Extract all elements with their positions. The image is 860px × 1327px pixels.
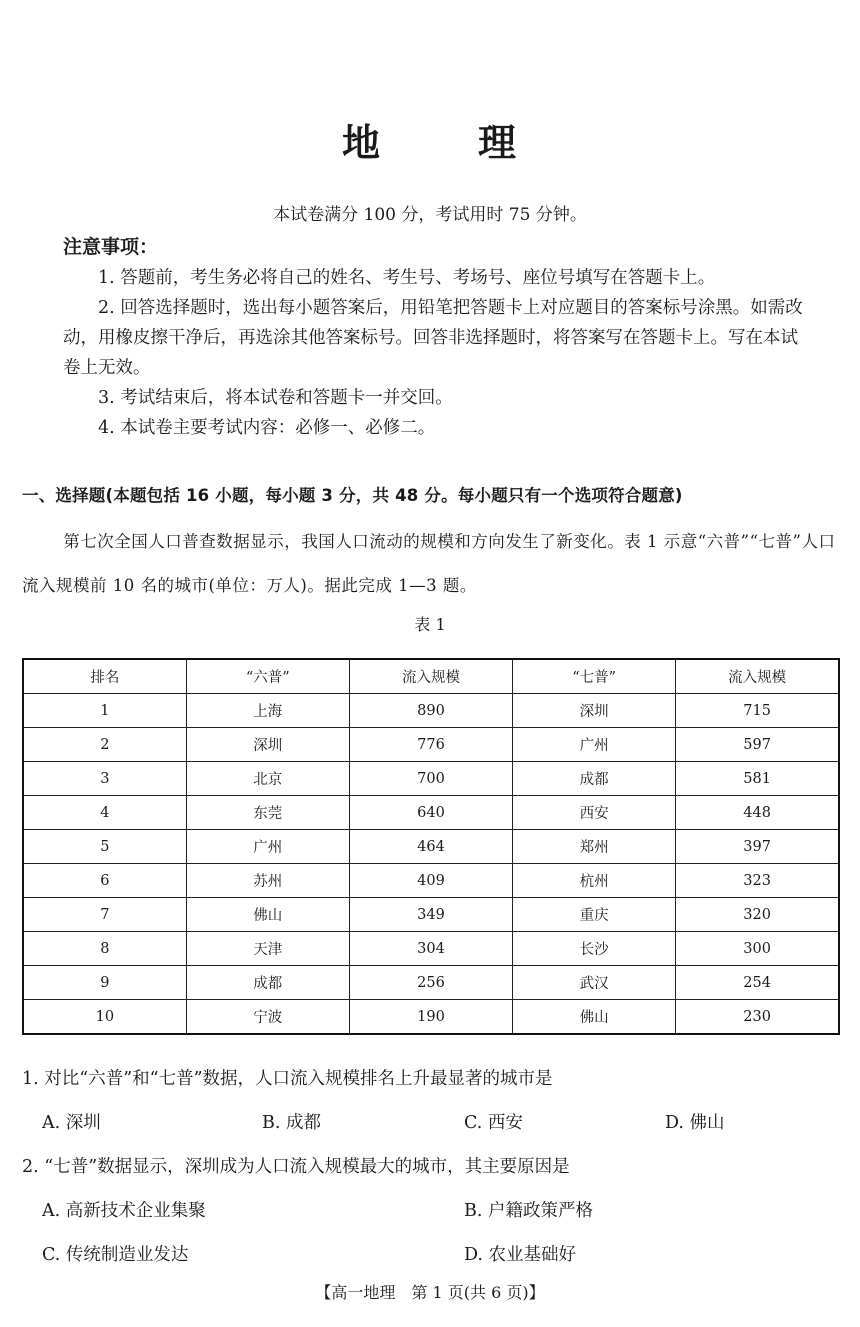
table-cell: 300 [676, 932, 839, 966]
title-char-1: 地 [341, 121, 382, 165]
table-cell: 7 [23, 898, 186, 932]
option-a: A. 高新技术企业集聚 [42, 1201, 206, 1221]
table-cell: 深圳 [186, 728, 349, 762]
table-cell: 323 [676, 864, 839, 898]
table-cell: 苏州 [186, 864, 349, 898]
table-row [23, 966, 839, 1000]
table-cell: 581 [676, 762, 839, 796]
passage-text: 第七次全国人口普查数据显示，我国人口流动的规模和方向发生了新变化。表 1 示意“六普”“七普”人口流入规模前 10 名的城市(单位：万人)。据此完成 1—3 题。 [22, 532, 836, 595]
table-cell: 409 [349, 864, 512, 898]
table-cell: 256 [349, 966, 512, 1000]
header-cell: 流入规模 [349, 659, 512, 694]
exam-info: 本试卷满分 100 分，考试用时 75 分钟。 [273, 205, 587, 225]
table-row [23, 932, 839, 966]
table-cell: 597 [676, 728, 839, 762]
notice-item: 3. 考试结束后，将本试卷和答题卡一并交回。 [98, 388, 453, 408]
table-cell: 佛山 [186, 898, 349, 932]
header-cell: 排名 [23, 659, 186, 694]
table-cell: 890 [349, 694, 512, 728]
table-cell: 715 [676, 694, 839, 728]
table-cell: 6 [23, 864, 186, 898]
table-row [23, 728, 839, 762]
table-cell: 宁波 [186, 1000, 349, 1035]
table-cell: 东莞 [186, 796, 349, 830]
table-cell: 深圳 [513, 694, 676, 728]
table-header-row [23, 659, 839, 694]
option-d: D. 佛山 [665, 1113, 725, 1133]
section-heading: 一、选择题(本题包括 16 小题，每小题 3 分，共 48 分。每小题只有一个选项符合题意) [22, 486, 683, 505]
table-caption: 表 1 [414, 615, 446, 634]
page-footer: 【高一地理 第 1 页(共 6 页)】 [315, 1283, 545, 1302]
table-cell: 190 [349, 1000, 512, 1035]
option-a: A. 深圳 [42, 1113, 101, 1133]
notice-item: 4. 本试卷主要考试内容：必修一、必修二。 [98, 418, 436, 438]
table-cell: 320 [676, 898, 839, 932]
table-cell: 成都 [513, 762, 676, 796]
title-char-2: 理 [478, 121, 519, 165]
table-cell: 4 [23, 796, 186, 830]
table-row [23, 1000, 839, 1035]
option-b: B. 户籍政策严格 [464, 1201, 593, 1221]
table-row [23, 796, 839, 830]
notice-item: 2. 回答选择题时，选出每小题答案后，用铅笔把答题卡上对应题目的答案标号涂黑。如需改动，用橡皮擦干净后，再选涂其他答案标号。回答非选择题时，将答案写在答题卡上。写在本试卷上无效。 [63, 298, 803, 378]
table-cell: 长沙 [513, 932, 676, 966]
notice-list [63, 263, 803, 443]
notice-item: 1. 答题前，考生务必将自己的姓名、考生号、考场号、座位号填写在答题卡上。 [98, 268, 716, 288]
table-cell: 397 [676, 830, 839, 864]
table-cell: 304 [349, 932, 512, 966]
table-cell: 9 [23, 966, 186, 1000]
table-cell: 郑州 [513, 830, 676, 864]
table-cell: 8 [23, 932, 186, 966]
notice-heading: 注意事项： [63, 236, 159, 258]
table-cell: 成都 [186, 966, 349, 1000]
table-cell: 230 [676, 1000, 839, 1035]
table-cell: 武汉 [513, 966, 676, 1000]
table-cell: 佛山 [513, 1000, 676, 1035]
header-cell: 流入规模 [676, 659, 839, 694]
table-row [23, 864, 839, 898]
question-2-stem: 2. “七普”数据显示，深圳成为人口流入规模最大的城市，其主要原因是 [22, 1157, 570, 1177]
header-cell: “七普” [513, 659, 676, 694]
option-c: C. 西安 [464, 1113, 523, 1133]
page-title [0, 112, 860, 167]
option-c: C. 传统制造业发达 [42, 1245, 189, 1265]
table-cell: 广州 [186, 830, 349, 864]
table-row [23, 898, 839, 932]
table-cell: 700 [349, 762, 512, 796]
table-cell: 北京 [186, 762, 349, 796]
table-cell: 杭州 [513, 864, 676, 898]
option-b: B. 成都 [262, 1113, 321, 1133]
table-cell: 2 [23, 728, 186, 762]
table-cell: 10 [23, 1000, 186, 1035]
table-cell: 254 [676, 966, 839, 1000]
table-row [23, 762, 839, 796]
question-1-stem: 1. 对比“六普”和“七普”数据，人口流入规模排名上升最显著的城市是 [22, 1069, 553, 1089]
table-cell: 重庆 [513, 898, 676, 932]
migration-table [22, 658, 840, 1035]
table-cell: 448 [676, 796, 839, 830]
table-cell: 349 [349, 898, 512, 932]
table-cell: 天津 [186, 932, 349, 966]
table-cell: 5 [23, 830, 186, 864]
reading-passage [22, 520, 840, 608]
option-d: D. 农业基础好 [464, 1245, 577, 1265]
table-row [23, 830, 839, 864]
table-cell: 3 [23, 762, 186, 796]
table-cell: 1 [23, 694, 186, 728]
table-row [23, 694, 839, 728]
table-cell: 广州 [513, 728, 676, 762]
table-cell: 上海 [186, 694, 349, 728]
table-cell: 464 [349, 830, 512, 864]
table-cell: 西安 [513, 796, 676, 830]
table-cell: 776 [349, 728, 512, 762]
table-cell: 640 [349, 796, 512, 830]
header-cell: “六普” [186, 659, 349, 694]
